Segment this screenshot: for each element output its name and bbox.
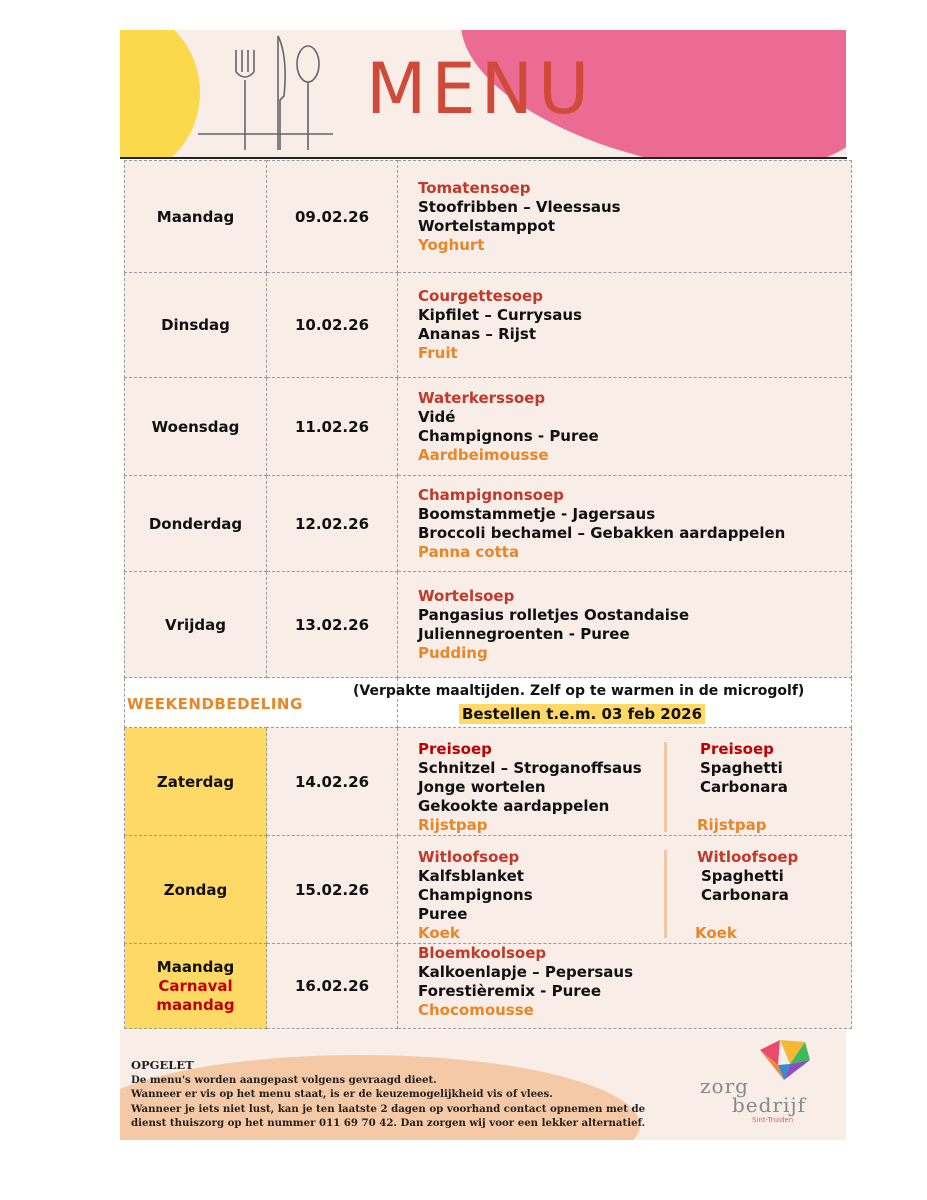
main-item: Spaghetti xyxy=(700,759,783,777)
menu-option-left xyxy=(418,740,642,835)
table-row xyxy=(125,728,852,836)
main-item: Stoofribben – Vleessaus xyxy=(418,197,621,216)
yellow-decoration xyxy=(120,30,200,158)
main-item: Schnitzel – Stroganoffsaus xyxy=(418,759,642,777)
column-divider xyxy=(664,850,667,938)
main-item: Broccoli bechamel – Gebakken aardappelen xyxy=(418,523,786,542)
weekend-note: (Verpakte maaltijden. Zelf op te warmen in de microgolf) xyxy=(353,682,805,699)
date-cell: 14.02.26 xyxy=(267,728,398,836)
dessert-item: Yoghurt xyxy=(418,235,485,254)
date-cell: 15.02.26 xyxy=(267,836,398,944)
soup-item: Courgettesoep xyxy=(418,287,543,305)
table-row xyxy=(125,378,852,476)
date-cell: 09.02.26 xyxy=(267,161,398,273)
footer-title: OPGELET xyxy=(131,1058,194,1072)
main-item: Wortelstamppot xyxy=(418,216,555,235)
main-item: Jonge wortelen xyxy=(418,778,546,796)
logo-mark-icon xyxy=(750,1040,815,1090)
footer-notice xyxy=(120,1030,846,1140)
day-cell: Dinsdag xyxy=(125,273,267,378)
main-item: Ananas – Rijst xyxy=(418,325,537,343)
main-item: Forestièremix - Puree xyxy=(418,982,602,1000)
soup-item: Witloofsoep xyxy=(697,848,799,866)
date-cell: 12.02.26 xyxy=(267,476,398,572)
table-row xyxy=(125,836,852,944)
menu-table xyxy=(124,160,852,1029)
footer-line: De menu's worden aangepast volgens gevraagd dieet. xyxy=(131,1073,437,1086)
day-cell: Vrijdag xyxy=(125,572,267,678)
soup-item: Champignonsoep xyxy=(418,485,564,504)
logo-word: bedrijf xyxy=(732,1093,807,1117)
dessert-item: Panna cotta xyxy=(418,542,520,561)
soup-item: Preisoep xyxy=(700,740,774,758)
footer-text xyxy=(131,1058,645,1131)
footer-line: Wanneer je iets niet lust, kan je ten laatste 2 dagen op voorhand contact opnemen met de xyxy=(131,1102,646,1115)
main-item: Kalfsblanket xyxy=(418,867,524,885)
zorgbedrijf-logo xyxy=(700,1040,830,1130)
page-title: MENU xyxy=(366,48,595,130)
date-cell: 11.02.26 xyxy=(267,378,398,476)
main-item: Vidé xyxy=(418,407,456,426)
cutlery-icon xyxy=(198,30,338,158)
logo-subtitle: Sint-Truiden xyxy=(752,1116,794,1124)
soup-item: Bloemkoolsoep xyxy=(418,944,547,962)
day-label: Maandag xyxy=(156,957,235,976)
menu-cell xyxy=(398,273,852,378)
main-item: Spaghetti xyxy=(701,867,784,885)
table-row xyxy=(125,944,852,1029)
dessert-item: Pudding xyxy=(418,643,488,662)
day-cell: Donderdag xyxy=(125,476,267,572)
menu-cell xyxy=(398,378,852,476)
menu-cell xyxy=(398,572,852,678)
header-divider xyxy=(120,157,847,159)
soup-item: Preisoep xyxy=(418,740,492,758)
menu-cell xyxy=(398,161,852,273)
dessert-item: Rijstpap xyxy=(697,816,767,834)
date-cell: 16.02.26 xyxy=(267,944,398,1029)
soup-item: Witloofsoep xyxy=(418,848,520,866)
menu-cell xyxy=(398,728,852,836)
menu-cell xyxy=(398,836,852,944)
day-cell: Maandag xyxy=(125,161,267,273)
dessert-item: Chocomousse xyxy=(418,1001,534,1019)
soup-item: Tomatensoep xyxy=(418,178,531,197)
table-row xyxy=(125,273,852,378)
weekend-banner-row xyxy=(125,678,852,728)
menu-header xyxy=(120,30,846,158)
day-cell xyxy=(125,944,267,1029)
carnaval-label: Carnaval xyxy=(158,976,233,995)
weekend-label: WEEKENDBEDELING xyxy=(127,695,303,713)
date-cell: 10.02.26 xyxy=(267,273,398,378)
dessert-item: Koek xyxy=(418,924,460,942)
day-cell: Zaterdag xyxy=(125,728,267,836)
main-item: Pangasius rolletjes Oostandaise xyxy=(418,605,690,624)
main-item: Gekookte aardappelen xyxy=(418,797,610,815)
day-cell: Woensdag xyxy=(125,378,267,476)
order-deadline: Bestellen t.e.m. 03 feb 2026 xyxy=(459,704,705,724)
table-row xyxy=(125,572,852,678)
main-item: Kalkoenlapje – Pepersaus xyxy=(418,963,634,981)
menu-cell xyxy=(398,944,852,1029)
main-item: Puree xyxy=(418,905,468,923)
main-item: Champignons - Puree xyxy=(418,426,599,445)
footer-line: dienst thuiszorg op het nummer 011 69 70 42. Dan zorgen wij voor een lekker alternatief. xyxy=(131,1117,646,1129)
dessert-item: Fruit xyxy=(418,344,458,362)
soup-item: Wortelsoep xyxy=(418,586,515,605)
table-row xyxy=(125,161,852,273)
column-divider xyxy=(664,742,667,832)
logo-word: zorg xyxy=(700,1074,749,1098)
menu-option-right xyxy=(697,740,788,835)
menu-option-right xyxy=(697,848,798,943)
main-item: Juliennegroenten - Puree xyxy=(418,624,630,643)
main-item: Boomstammetje - Jagersaus xyxy=(418,504,656,523)
soup-item: Waterkerssoep xyxy=(418,388,546,407)
dessert-item: Aardbeimousse xyxy=(418,445,549,464)
main-item: Carbonara xyxy=(701,886,789,904)
main-item: Kipfilet – Currysaus xyxy=(418,306,582,324)
main-item: Champignons xyxy=(418,886,533,904)
menu-cell xyxy=(398,476,852,572)
day-cell: Zondag xyxy=(125,836,267,944)
footer-line: Wanneer er vis op het menu staat, is er de keuzemogelijkheid vis of vlees. xyxy=(131,1088,553,1100)
main-item: Carbonara xyxy=(700,778,788,796)
menu-option-left xyxy=(418,848,533,943)
table-row xyxy=(125,476,852,572)
date-cell: 13.02.26 xyxy=(267,572,398,678)
dessert-item: Koek xyxy=(695,924,737,942)
carnaval-label: maandag xyxy=(156,995,235,1014)
dessert-item: Rijstpap xyxy=(418,816,488,834)
weekend-note-cell xyxy=(353,678,852,728)
